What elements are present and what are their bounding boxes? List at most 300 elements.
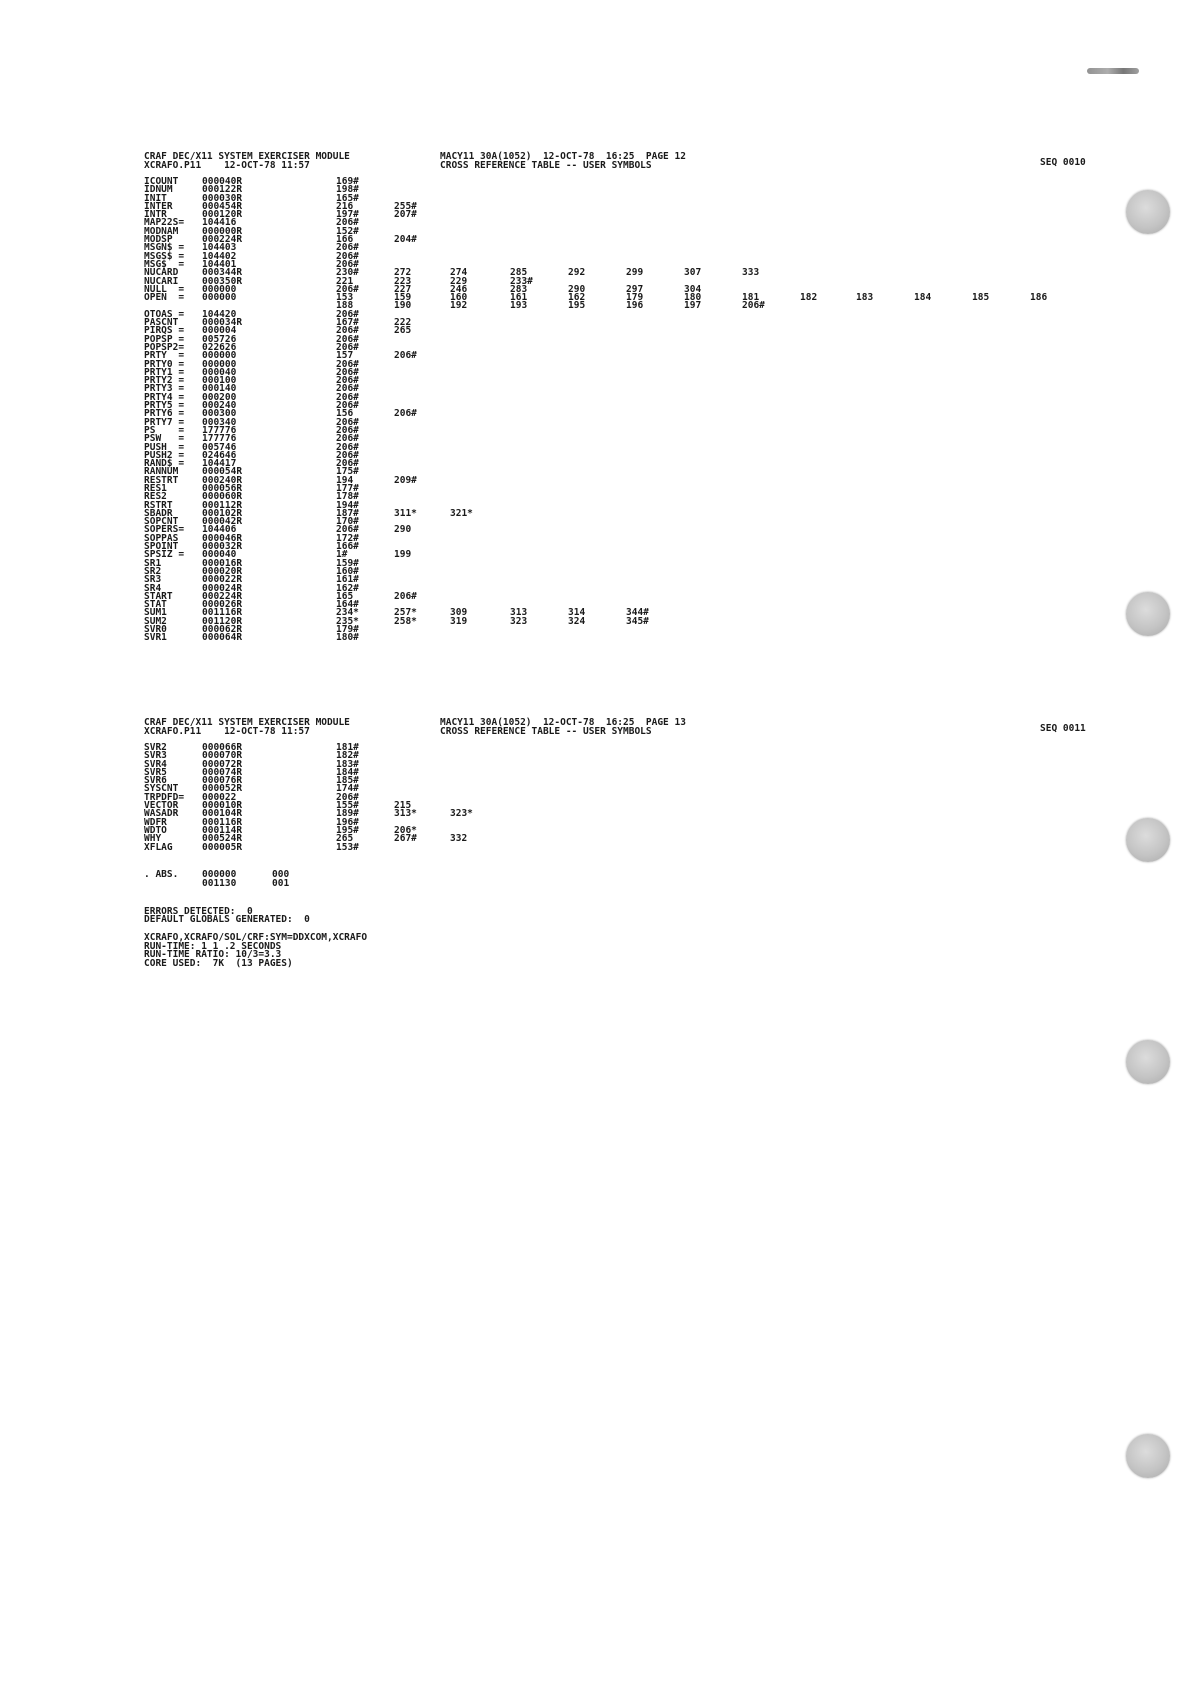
reference-line: 190 xyxy=(394,300,412,312)
definition-line: 206# xyxy=(336,358,359,370)
reference-line: 159 xyxy=(394,292,412,304)
symbol-value: 000040 xyxy=(202,366,237,378)
reference-line: 290 xyxy=(568,283,586,295)
symbol-name: NULL = xyxy=(144,283,185,295)
symbol-name: MSGN$ = xyxy=(144,242,185,254)
symbol-name: SVR5 xyxy=(144,766,167,778)
table-row xyxy=(144,824,1104,836)
reference-line: 344# xyxy=(626,607,649,619)
definition-line: 179# xyxy=(336,624,359,636)
symbol-value: 000005R xyxy=(202,841,243,853)
definition-line: 198# xyxy=(336,184,359,196)
symbol-value: 000034R xyxy=(202,317,243,329)
reference-line: 162 xyxy=(568,292,586,304)
table-row xyxy=(144,551,1104,559)
table-row xyxy=(144,236,1104,244)
table-row xyxy=(144,460,1104,468)
symbol-name: PRTY4 = xyxy=(144,391,185,403)
definition-line: 206# xyxy=(336,449,359,461)
reference-line: 257* xyxy=(394,607,417,619)
symbol-name: PASCNT xyxy=(144,317,179,329)
symbol-value: 000040R xyxy=(202,176,243,187)
table-row xyxy=(144,810,1104,818)
definition-line: 157 xyxy=(336,350,354,362)
reference-line: 199 xyxy=(394,549,412,561)
definition-line: 187# xyxy=(336,507,359,519)
symbol-name: MSGS$ = xyxy=(144,250,185,262)
definition-line: 152# xyxy=(336,225,359,237)
reference-line: 185 xyxy=(972,292,990,304)
symbol-value: 177776 xyxy=(202,433,237,445)
symbol-value: 000026R xyxy=(202,599,243,611)
table-row xyxy=(144,424,1104,436)
symbol-value: 000066R xyxy=(202,742,243,753)
symbol-value: 000112R xyxy=(202,499,243,511)
symbol-value: 000100 xyxy=(202,375,237,387)
reference-line: 313* xyxy=(394,808,417,820)
punch-hole xyxy=(1126,1040,1170,1084)
reference-line: 332 xyxy=(450,833,468,845)
table-row xyxy=(144,275,1104,287)
table-row xyxy=(144,634,1104,642)
definition-line: 206# xyxy=(336,308,359,320)
definition-line: 221 xyxy=(336,275,354,287)
symbol-name: SOPPAS xyxy=(144,532,179,544)
table-row xyxy=(144,178,1104,186)
symbol-value: 022626 xyxy=(202,341,237,353)
reference-line: 319 xyxy=(450,615,468,627)
symbol-value: 000032R xyxy=(202,541,243,553)
psect-summary xyxy=(144,870,1104,888)
table-row xyxy=(144,518,1104,526)
definition-line: 206# xyxy=(336,416,359,428)
reference-line: 204# xyxy=(394,234,417,246)
symbol-name: SUM2 xyxy=(144,615,167,627)
reference-line: 255# xyxy=(394,200,417,212)
symbol-value: 000020R xyxy=(202,565,243,577)
table-row xyxy=(144,333,1104,345)
module-title: CRAF DEC/X11 SYSTEM EXERCISER MODULE xyxy=(144,717,350,728)
definition-line: 206# xyxy=(336,250,359,262)
symbol-value: 000042R xyxy=(202,516,243,528)
definition-line: 206# xyxy=(336,333,359,345)
symbol-value: 000524R xyxy=(202,833,243,845)
symbol-name: PS = xyxy=(144,424,185,436)
table-row xyxy=(144,211,1104,219)
symbol-value: 104401 xyxy=(202,258,237,270)
table-row xyxy=(144,219,1104,227)
definition-line: 206# xyxy=(336,283,359,295)
reference-line: 206# xyxy=(394,408,417,420)
symbol-value: 104416 xyxy=(202,217,237,229)
psect-row xyxy=(144,879,1104,888)
run-time-ratio: RUN-TIME RATIO: 10/3=3.3 xyxy=(144,949,282,961)
scan-mark xyxy=(1087,68,1139,74)
reference-line: 196 xyxy=(626,300,644,312)
table-row xyxy=(144,244,1104,252)
reference-line: 309 xyxy=(450,607,468,619)
symbol-name: PRTY7 = xyxy=(144,416,185,428)
symbol-value: 005746 xyxy=(202,441,237,453)
symbol-name: TRPDFD= xyxy=(144,791,185,803)
symbol-value: 104403 xyxy=(202,242,237,254)
table-row xyxy=(144,752,1104,760)
table-row xyxy=(144,385,1104,393)
table-row xyxy=(144,543,1104,551)
symbol-name: RES1 xyxy=(144,482,167,494)
reference-line: 209# xyxy=(394,474,417,486)
table-row xyxy=(144,791,1104,803)
symbol-name: RESTRT xyxy=(144,474,179,486)
definition-line: 206# xyxy=(336,341,359,353)
reference-line: 323 xyxy=(510,615,528,627)
table-row xyxy=(144,802,1104,810)
reference-line: 223 xyxy=(394,275,412,287)
definition-line: 184# xyxy=(336,766,359,778)
symbol-value: 000114R xyxy=(202,824,243,836)
definition-line: 175# xyxy=(336,466,359,478)
definition-line: 178# xyxy=(336,491,359,503)
definition-line: 206# xyxy=(336,791,359,803)
reference-line: 299 xyxy=(626,267,644,279)
table-row xyxy=(144,377,1104,385)
table-row xyxy=(144,366,1104,378)
symbol-value: 000022 xyxy=(202,791,237,803)
core-used: CORE USED: 7K (13 PAGES) xyxy=(144,957,293,969)
symbol-name: MODNAM xyxy=(144,225,179,237)
psect-number: 000 xyxy=(272,868,290,880)
definition-line: 234* xyxy=(336,607,359,619)
symbol-name: SR1 xyxy=(144,557,162,569)
symbol-value: 000010R xyxy=(202,800,243,812)
definition-line: 206# xyxy=(336,258,359,270)
table-row xyxy=(144,565,1104,577)
symbol-value: 000200 xyxy=(202,391,237,403)
punch-hole xyxy=(1126,190,1170,234)
symbol-name: INIT xyxy=(144,192,167,204)
source-file: XCRAFO.P11 12-OCT-78 11:57 xyxy=(144,726,310,737)
reference-line: 272 xyxy=(394,267,412,279)
table-row xyxy=(144,576,1104,584)
reference-line: 233# xyxy=(510,275,533,287)
reference-line: 206# xyxy=(394,350,417,362)
reference-line: 206# xyxy=(742,300,765,312)
reference-line: 285 xyxy=(510,267,528,279)
reference-line: 267# xyxy=(394,833,417,845)
definition-line: 183# xyxy=(336,758,359,770)
symbol-value: 000000 xyxy=(202,358,237,370)
reference-line: 222 xyxy=(394,317,412,329)
reference-line: 215 xyxy=(394,800,412,812)
reference-line: 333 xyxy=(742,267,760,279)
definition-line: 206# xyxy=(336,375,359,387)
symbol-name: IDNUM xyxy=(144,184,173,196)
symbol-value: 177776 xyxy=(202,424,237,436)
symbol-value: 000000R xyxy=(202,225,243,237)
table-title: CROSS REFERENCE TABLE -- USER SYMBOLS xyxy=(440,160,652,171)
errors-detected: ERRORS DETECTED: 0 xyxy=(144,905,253,917)
listing-page-13 xyxy=(144,718,1104,968)
symbol-name: WDTO xyxy=(144,824,167,836)
definition-line: 206# xyxy=(336,242,359,254)
symbol-value: 000224R xyxy=(202,590,243,602)
cross-reference-table xyxy=(144,744,1104,852)
symbol-value: 000122R xyxy=(202,184,243,196)
symbol-name: START xyxy=(144,590,173,602)
reference-line: 274 xyxy=(450,267,468,279)
reference-line: 321* xyxy=(450,507,473,519)
symbol-name: WDFR xyxy=(144,816,167,828)
definition-line: 197# xyxy=(336,209,359,221)
definition-line: 165# xyxy=(336,192,359,204)
table-row xyxy=(144,200,1104,212)
reference-line: 323* xyxy=(450,808,473,820)
symbol-name: SVR2 xyxy=(144,742,167,753)
assembly-summary xyxy=(144,905,1104,969)
definition-line: 1# xyxy=(336,549,348,561)
symbol-name: SR2 xyxy=(144,565,162,577)
table-row xyxy=(144,319,1104,327)
reference-line: 181 xyxy=(742,292,760,304)
definition-line: 206# xyxy=(336,217,359,229)
symbol-value: 000350R xyxy=(202,275,243,287)
reference-line: 297 xyxy=(626,283,644,295)
symbol-value: 000064R xyxy=(202,632,243,644)
table-row xyxy=(144,841,1104,853)
definition-line: 206# xyxy=(336,433,359,445)
page-header xyxy=(144,718,1104,740)
symbol-value: 000104R xyxy=(202,808,243,820)
reference-line: 283 xyxy=(510,283,528,295)
table-row xyxy=(144,626,1104,634)
reference-line: 160 xyxy=(450,292,468,304)
symbol-value: 000030R xyxy=(202,192,243,204)
symbol-name: XFLAG xyxy=(144,841,173,853)
symbol-name: RSTRT xyxy=(144,499,173,511)
symbol-name: POPSP = xyxy=(144,333,185,345)
psect-name: . ABS. xyxy=(144,868,179,880)
command-line: XCRAFO,XCRAFO/SOL/CRF:SYM=DDXCOM,XCRAFO xyxy=(144,932,368,944)
symbol-name: PRTY5 = xyxy=(144,400,185,412)
symbol-value: 000454R xyxy=(202,200,243,212)
table-row xyxy=(144,192,1104,204)
table-row xyxy=(144,341,1104,353)
table-row xyxy=(144,744,1104,752)
symbol-value: 000116R xyxy=(202,816,243,828)
symbol-name: SR3 xyxy=(144,574,162,586)
symbol-value: 000004 xyxy=(202,325,237,337)
symbol-name: POPSP2= xyxy=(144,341,185,353)
table-row xyxy=(144,482,1104,494)
table-row xyxy=(144,532,1104,544)
reference-line: 180 xyxy=(684,292,702,304)
symbol-name: OTOAS = xyxy=(144,308,185,320)
symbol-value: 000040 xyxy=(202,549,237,561)
symbol-value: 104420 xyxy=(202,308,237,320)
reference-line: 206# xyxy=(394,590,417,602)
table-row xyxy=(144,352,1104,360)
symbol-value: 000022R xyxy=(202,574,243,586)
reference-line: 182 xyxy=(800,292,818,304)
symbol-name: SUM1 xyxy=(144,607,167,619)
reference-line: 184 xyxy=(914,292,932,304)
symbol-name: PUSH = xyxy=(144,441,185,453)
reference-line: 258* xyxy=(394,615,417,627)
table-row xyxy=(144,441,1104,453)
definition-line: 162# xyxy=(336,582,359,594)
assembler-info: MACY11 30A(1052) 12-OCT-78 16:25 PAGE 12 xyxy=(440,151,686,162)
symbol-value: 104402 xyxy=(202,250,237,262)
reference-line: 314 xyxy=(568,607,586,619)
symbol-value: 001116R xyxy=(202,607,243,619)
table-row xyxy=(144,507,1104,519)
symbol-name: PRTY2 = xyxy=(144,375,185,387)
definition-line: 235* xyxy=(336,615,359,627)
table-row xyxy=(144,435,1104,443)
definition-line: 180# xyxy=(336,632,359,644)
symbol-name: SVR3 xyxy=(144,750,167,762)
table-row xyxy=(144,816,1104,828)
definition-line: 156 xyxy=(336,408,354,420)
psect-size: 001130 xyxy=(202,877,237,889)
symbol-name: MAP22S= xyxy=(144,217,185,229)
symbol-name: SPSIZ = xyxy=(144,549,185,561)
definition-line: 206# xyxy=(336,366,359,378)
symbol-name: MSG$ = xyxy=(144,258,185,270)
table-row xyxy=(144,557,1104,569)
table-row xyxy=(144,358,1104,370)
table-row xyxy=(144,474,1104,486)
table-row xyxy=(144,601,1104,609)
definition-line: 161# xyxy=(336,574,359,586)
symbol-name: SVR6 xyxy=(144,775,167,787)
symbol-value: 000054R xyxy=(202,466,243,478)
definition-line: 195# xyxy=(336,824,359,836)
symbol-value: 000000 xyxy=(202,292,237,304)
assembler-info: MACY11 30A(1052) 12-OCT-78 16:25 PAGE 13 xyxy=(440,717,686,728)
definition-line: 166# xyxy=(336,541,359,553)
reference-line: 195 xyxy=(568,300,586,312)
definition-line: 182# xyxy=(336,750,359,762)
table-row xyxy=(144,582,1104,594)
symbol-name: PRTY1 = xyxy=(144,366,185,378)
reference-line: 290 xyxy=(394,524,412,536)
table-row xyxy=(144,302,1104,310)
punch-hole xyxy=(1126,1434,1170,1478)
definition-line: 265 xyxy=(336,833,354,845)
table-row xyxy=(144,777,1104,785)
symbol-name: NUCARI xyxy=(144,275,179,287)
symbol-value: 000060R xyxy=(202,491,243,503)
symbol-value: 000120R xyxy=(202,209,243,221)
table-row xyxy=(144,615,1104,627)
table-row xyxy=(144,785,1104,793)
reference-line: 207# xyxy=(394,209,417,221)
symbol-value: 000224R xyxy=(202,234,243,246)
definition-line: 206# xyxy=(336,383,359,395)
definition-line: 174# xyxy=(336,783,359,795)
definition-line: 169# xyxy=(336,176,359,187)
symbol-name: PSW = xyxy=(144,433,185,445)
reference-line: 161 xyxy=(510,292,528,304)
definition-line: 160# xyxy=(336,565,359,577)
symbol-name: RANNUM xyxy=(144,466,179,478)
symbol-value: 000072R xyxy=(202,758,243,770)
table-row xyxy=(144,250,1104,262)
definition-line: 172# xyxy=(336,532,359,544)
reference-line: 206* xyxy=(394,824,417,836)
symbol-name: NUCARD xyxy=(144,267,179,279)
reference-line: 345# xyxy=(626,615,649,627)
definition-line: 206# xyxy=(336,524,359,536)
table-row xyxy=(144,327,1104,335)
symbol-name: WASADR xyxy=(144,808,179,820)
definition-line: 188 xyxy=(336,300,354,312)
reference-line: 192 xyxy=(450,300,468,312)
symbol-value: 000000 xyxy=(202,350,237,362)
table-row xyxy=(144,609,1104,617)
symbol-name: SOPERS= xyxy=(144,524,185,536)
symbol-value: 000074R xyxy=(202,766,243,778)
definition-line: 159# xyxy=(336,557,359,569)
psect-number: 001 xyxy=(272,877,290,889)
symbol-value: 000000 xyxy=(202,283,237,295)
page-header xyxy=(144,152,1104,174)
symbol-name: SYSCNT xyxy=(144,783,179,795)
symbol-value: 000024R xyxy=(202,582,243,594)
symbol-name: RAND$ = xyxy=(144,458,185,470)
definition-line: 185# xyxy=(336,775,359,787)
definition-line: 153# xyxy=(336,841,359,853)
table-row xyxy=(144,258,1104,270)
definition-line: 189# xyxy=(336,808,359,820)
symbol-name: ICOUNT xyxy=(144,176,179,187)
definition-line: 155# xyxy=(336,800,359,812)
symbol-name: SBADR xyxy=(144,507,173,519)
definition-line: 196# xyxy=(336,816,359,828)
reference-line: 246 xyxy=(450,283,468,295)
definition-line: 167# xyxy=(336,317,359,329)
symbol-name: PRTY3 = xyxy=(144,383,185,395)
reference-line: 227 xyxy=(394,283,412,295)
definition-line: 194 xyxy=(336,474,354,486)
definition-line: 206# xyxy=(336,441,359,453)
table-row xyxy=(144,835,1104,843)
symbol-value: 000076R xyxy=(202,775,243,787)
table-row xyxy=(144,526,1104,534)
table-row xyxy=(144,468,1104,476)
symbol-value: 000070R xyxy=(202,750,243,762)
reference-line: 183 xyxy=(856,292,874,304)
table-row xyxy=(144,186,1104,194)
reference-line: 265 xyxy=(394,325,412,337)
symbol-value: 000300 xyxy=(202,408,237,420)
definition-line: 216 xyxy=(336,200,354,212)
table-row xyxy=(144,294,1104,302)
symbol-value: 024646 xyxy=(202,449,237,461)
symbol-value: 104406 xyxy=(202,524,237,536)
table-row xyxy=(144,766,1104,778)
symbol-value: 005726 xyxy=(202,333,237,345)
table-row xyxy=(144,416,1104,428)
symbol-value: 000016R xyxy=(202,557,243,569)
definition-line: 206# xyxy=(336,391,359,403)
symbol-value: 000340 xyxy=(202,416,237,428)
symbol-name: PIRQS = xyxy=(144,325,185,337)
reference-line: 229 xyxy=(450,275,468,287)
definition-line: 206# xyxy=(336,458,359,470)
definition-line: 181# xyxy=(336,742,359,753)
